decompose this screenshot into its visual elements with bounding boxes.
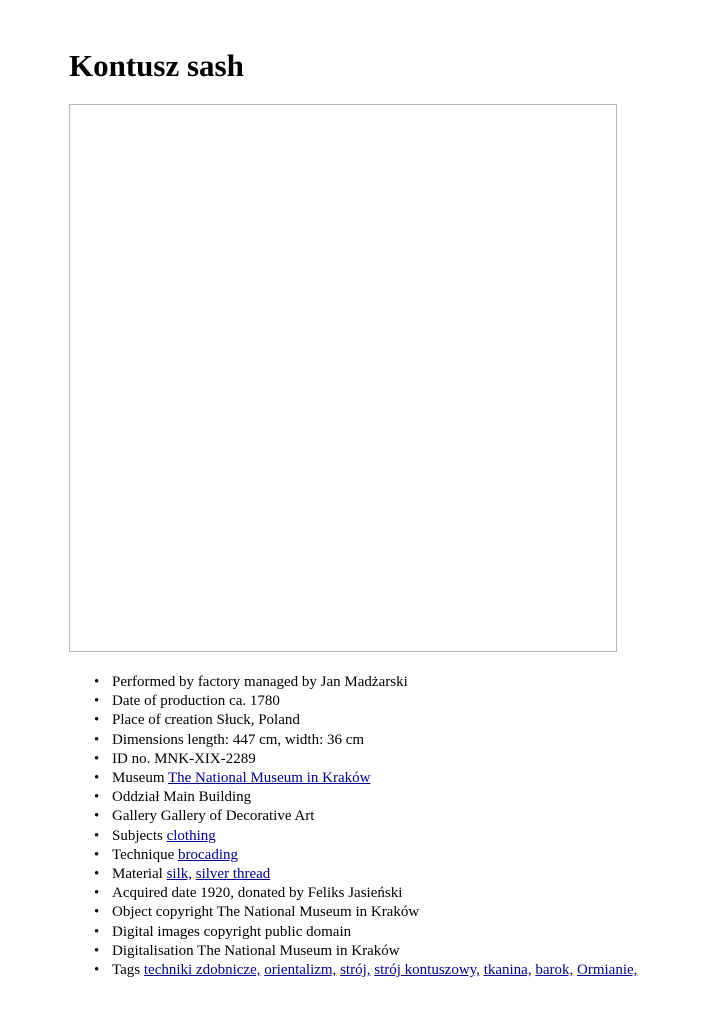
detail-value: The National Museum in Kraków xyxy=(197,942,400,959)
detail-place-of-creation xyxy=(94,711,714,730)
bullet: • xyxy=(94,923,100,940)
detail-label: Digital images copyright xyxy=(112,923,262,940)
detail-label: ID no. xyxy=(112,750,151,767)
detail-value: Gallery of Decorative Art xyxy=(160,808,315,825)
bullet: • xyxy=(94,750,100,767)
detail-label: Object copyright xyxy=(112,904,214,921)
bullet: • xyxy=(94,693,100,710)
detail-object-copyright xyxy=(94,903,714,922)
detail-label: Subjects xyxy=(112,827,163,844)
detail-label: Tags xyxy=(112,962,141,979)
detail-value: MNK-XIX-2289 xyxy=(154,750,256,767)
detail-value: length: 447 cm, width: 36 cm xyxy=(187,731,365,748)
bullet: • xyxy=(94,846,100,863)
detail-label: Technique xyxy=(112,846,175,863)
tag-link[interactable]: techniki zdobnicze, xyxy=(143,962,261,979)
detail-value: factory managed by Jan Madżarski xyxy=(197,674,408,690)
material-link-silk[interactable]: silk, xyxy=(166,866,192,883)
tag-link[interactable]: orientalizm, xyxy=(264,962,337,979)
detail-performed-by xyxy=(94,673,714,692)
detail-subjects xyxy=(94,827,714,846)
bullet: • xyxy=(94,962,100,979)
detail-tags xyxy=(94,961,714,980)
detail-acquired-date xyxy=(94,884,714,903)
detail-label: Museum xyxy=(112,770,165,787)
detail-label: Acquired date xyxy=(112,885,197,902)
technique-link-brocading[interactable]: brocading xyxy=(178,846,238,863)
detail-label: Material xyxy=(112,866,163,883)
artwork-image xyxy=(69,104,617,652)
detail-label: Digitalisation xyxy=(112,942,194,959)
tag-link[interactable]: tkanina, xyxy=(483,962,532,979)
tag-link[interactable]: strój, xyxy=(340,962,371,979)
detail-value: public domain xyxy=(264,923,352,940)
bullet: • xyxy=(94,712,100,729)
detail-label: Dimensions xyxy=(112,731,184,748)
detail-id-no xyxy=(94,750,714,769)
detail-material xyxy=(94,865,714,884)
detail-value: The National Museum in Kraków xyxy=(216,904,420,921)
bullet: • xyxy=(94,674,100,690)
detail-value: 1920, donated by Feliks Jasieński xyxy=(200,885,403,902)
bullet: • xyxy=(94,942,100,959)
detail-gallery xyxy=(94,807,714,826)
detail-value: ca. 1780 xyxy=(229,693,280,710)
detail-technique xyxy=(94,846,714,865)
detail-digital-images-copyright xyxy=(94,923,714,942)
bullet: • xyxy=(94,866,100,883)
details-list xyxy=(94,673,714,980)
tag-link[interactable]: barok, xyxy=(535,962,574,979)
bullet: • xyxy=(94,770,100,787)
detail-label: Gallery xyxy=(112,808,157,825)
detail-date-of-production xyxy=(94,692,714,711)
detail-label: Place of creation xyxy=(112,712,213,729)
detail-value: Słuck, Poland xyxy=(216,712,300,729)
bullet: • xyxy=(94,731,100,748)
detail-label: Oddział xyxy=(112,789,160,806)
bullet: • xyxy=(94,904,100,921)
detail-label: Date of production xyxy=(112,693,226,710)
detail-value: Main Building xyxy=(163,789,252,806)
bullet: • xyxy=(94,885,100,902)
bullet: • xyxy=(94,789,100,806)
bullet: • xyxy=(94,808,100,825)
detail-digitalisation xyxy=(94,942,714,961)
tag-link[interactable]: Ormianie, xyxy=(577,962,638,979)
detail-oddzial xyxy=(94,788,714,807)
page-title: Kontusz sash xyxy=(69,48,244,83)
museum-link[interactable]: The National Museum in Kraków xyxy=(167,770,371,787)
detail-museum xyxy=(94,769,714,788)
tag-link[interactable]: strój kontuszowy, xyxy=(374,962,480,979)
bullet: • xyxy=(94,827,100,844)
subject-link-clothing[interactable]: clothing xyxy=(166,827,216,844)
material-link-silver-thread[interactable]: silver thread xyxy=(195,866,271,883)
detail-dimensions xyxy=(94,731,714,750)
detail-label: Performed by xyxy=(112,674,195,690)
